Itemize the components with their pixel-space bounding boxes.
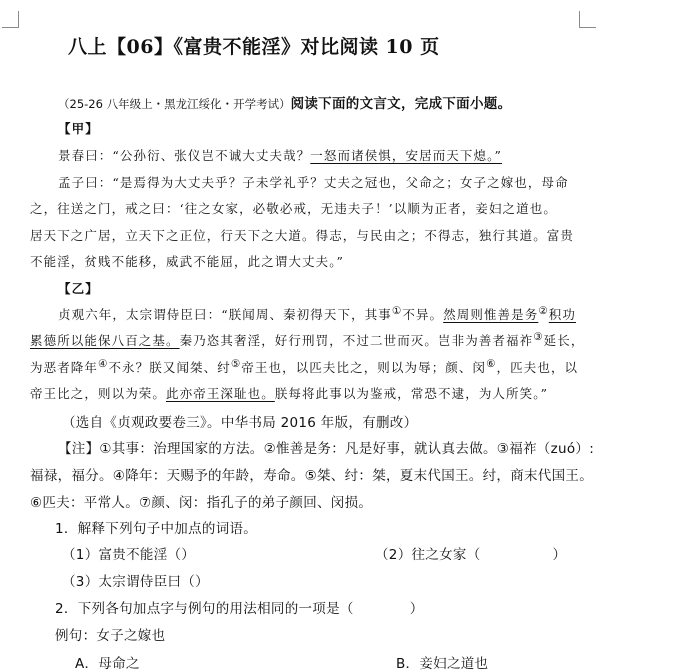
footnote-marker-1: ① [391,305,403,317]
yi-underlined-sentence-1b: 积功 [548,307,576,323]
yi-line-2-text: 秦乃恣其奢淫，好行刑罚，不过二世而灭。岂非为善者福祚 [179,333,534,349]
question-2-stem [55,597,424,617]
jia-line-5: 不能淫，贫贱不能移，威武不能屈，此之谓大丈夫。” [30,254,345,269]
page-title: 八上【06】《富贵不能淫》对比阅读 10 页 [68,36,440,58]
footnote-marker-4: ④ [98,358,109,370]
q1-item-3-close: ） [195,574,209,590]
intro-line [58,92,511,112]
q2-stem-text: 2．下列各句加点字与例句的用法相同的一项是（ [55,601,354,617]
q2-stem-close: ） [409,601,424,617]
q1-item-1-text: （1）富贵不能淫（ [62,547,182,563]
annotation-line-2: 福禄，福分。④降年：天赐予的年龄，寿命。⑤桀、纣：桀，夏末代国王。纣，商末代国王。 [30,468,594,484]
q1-item-2-text: （2）往之女家（ [375,547,481,563]
yi-line-3-text-d: ，匹夫也，以 [496,360,579,376]
question-1-item-3 [62,570,209,590]
jia-underlined-sentence: 一怒而诸侯惧，安居而天下熄。” [310,148,502,163]
footnote-marker-5: ⑤ [230,358,242,370]
yi-line-4 [30,384,548,402]
jia-line-1 [58,146,502,164]
section-label-jia: 【甲】 [58,121,99,136]
page-corner-mark-right [579,11,596,28]
q1-item-2-close: ） [552,547,567,563]
jia-line-1-text: 景春曰：“公孙衍、张仪岂不诚大丈夫哉？ [58,148,311,163]
question-2-option-b: B．妾妇之道也 [396,656,489,672]
yi-line-1-text-a: 贞观六年，太宗谓侍臣曰：“朕闻周、秦初得天下，其事 [58,307,392,323]
question-1-stem: 1．解释下列句子中加点的词语。 [55,521,258,537]
q1-item-3-text: （3）太宗谓侍臣曰（ [62,574,196,590]
footnote-marker-2: ② [538,305,549,317]
page-corner-mark-left [2,11,19,28]
section-label-yi: 【乙】 [58,281,99,296]
instruction: 阅读下面的文言文，完成下面小题。 [290,96,512,112]
yi-underlined-sentence-1c: 累德所以能保八百之基。 [30,333,180,349]
yi-line-2-text-c: 延长， [543,333,585,349]
yi-underlined-sentence-2: 此亦帝王深耻也。 [166,386,275,401]
footnote-marker-3: ③ [533,331,544,343]
jia-line-3: 之，往送之门，戒之曰：‘往之女家，必敬必戒，无违夫子！’以顺为正者，妾妇之道也。 [30,201,557,216]
jia-line-2: 孟子曰：“是焉得为大丈夫乎？子未学礼乎？丈夫之冠也，父命之；女子之嫁也，母命 [58,175,569,190]
question-2-option-a: A．母命之 [75,656,140,672]
yi-line-1-text-b: 不异。 [402,307,444,323]
footnote-marker-6: ⑥ [486,358,497,370]
yi-line-2 [30,331,584,349]
yi-underlined-sentence-1a: 然周则惟善是务 [443,307,539,323]
annotation-line-1: 【注】①其事：治理国家的方法。②惟善是务：凡是好事，就认真去做。③福祚（zuó）: [58,441,595,457]
jia-line-4: 居天下之广居，立天下之正位，行天下之大道。得志，与民由之；不得志，独行其道。富贵 [30,228,575,243]
yi-line-3-text-b: 不永？朕又闻桀、纣 [108,360,231,376]
yi-line-3 [30,358,578,376]
yi-line-1 [58,305,576,323]
annotation-line-3: ⑥匹夫：平常人。⑦颜、闵：指孔子的弟子颜回、闵损。 [30,495,373,511]
yi-line-4-text-a: 帝王比之，则以为荣。 [30,386,167,401]
source-note: （选自《贞观政要卷三》。中华书局 2016 年版，有删改） [62,415,418,431]
exam-source: （25-26 八年级上・黑龙江绥化・开学考试） [58,97,291,111]
yi-line-3-text-c: 帝王也，以匹夫比之，则以为辱；颜、闵 [241,360,487,376]
question-1-item-2 [375,543,566,563]
q1-item-1-close: ） [181,547,196,563]
yi-line-3-text-a: 为恶者降年 [30,360,99,376]
question-2-example: 例句：女子之嫁也 [55,628,166,644]
yi-line-4-text-c: 朕每将此事以为鉴戒，常恐不逮，为人所笑。” [274,386,549,401]
question-1-item-1 [62,543,195,563]
